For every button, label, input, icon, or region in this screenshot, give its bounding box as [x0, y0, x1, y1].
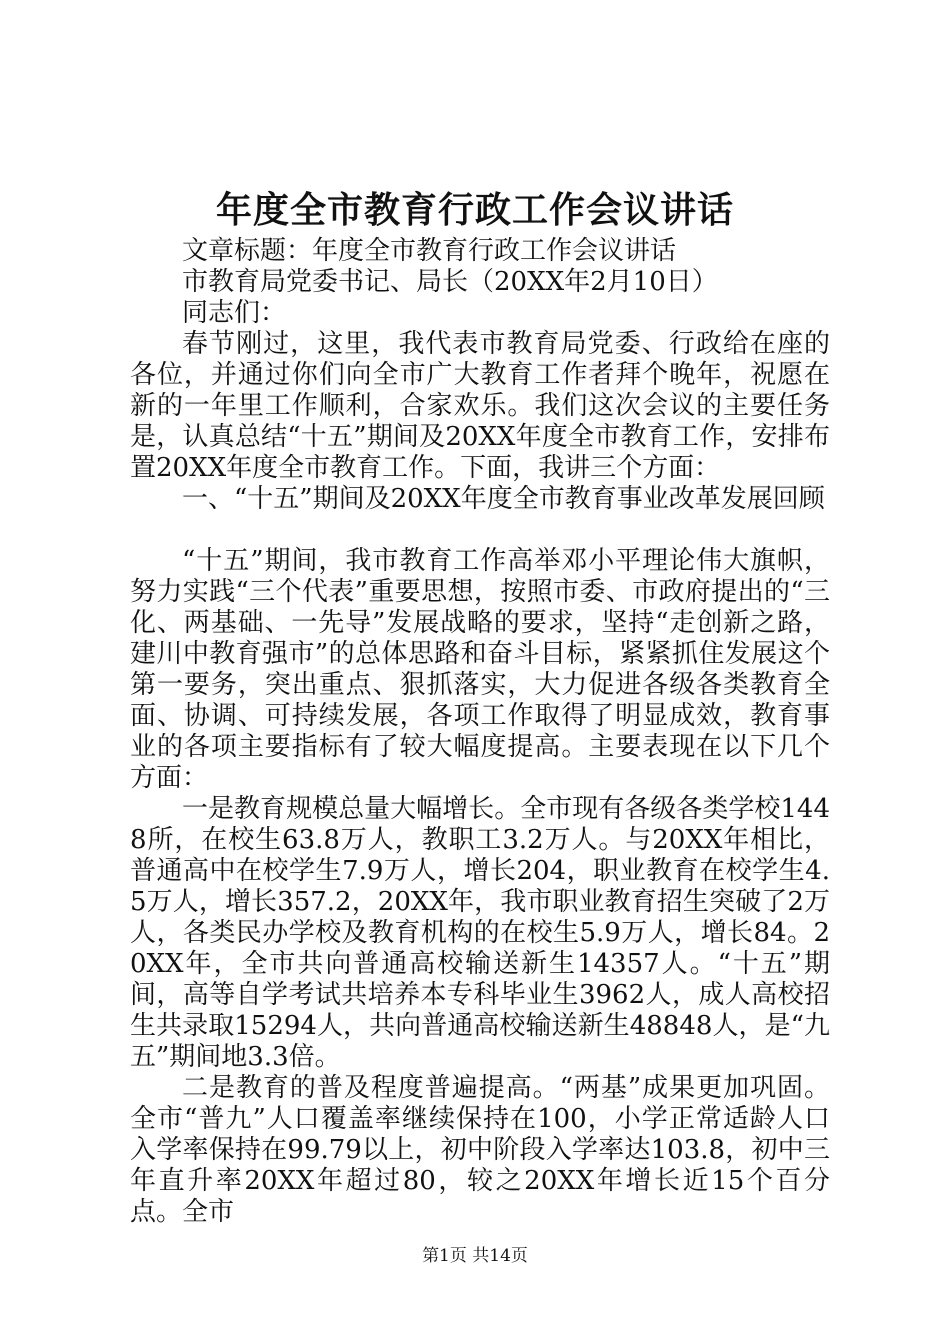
salutation: 同志们： — [182, 298, 287, 328]
document-body — [130, 236, 830, 1228]
article-title-line: 文章标题：年度全市教育行政工作会议讲话 — [182, 236, 677, 266]
paragraph-popularization: 二是教育的普及程度普遍提高。“两基”成果更加巩固。全市“普九”人口覆盖率继续保持在100，小学正常适龄人口入学率保持在99.79以上，初中阶段入学率达103.8，初中三年直升率20XX年超过80，较之20XX年增长近15个百分点。全市 — [130, 1073, 830, 1227]
paragraph-intro: 春节刚过，这里，我代表市教育局党委、行政给在座的各位，并通过你们向全市广大教育工作者拜个晚年，祝愿在新的一年里工作顺利，合家欢乐。我们这次会议的主要任务是，认真总结“十五”期间及20XX年度全市教育工作，安排布置20XX年度全市教育工作。下面，我讲三个方面： — [130, 329, 830, 483]
paragraph-scale: 一是教育规模总量大幅增长。全市现有各级各类学校1448所，在校生63.8万人，教职工3.2万人。与20XX年相比，普通高中在校学生7.9万人，增长204，职业教育在校学生4.5万人，增长357.2，20XX年，我市职业教育招生突破了2万人，各类民办学校及教育机构的在校生5.9万人，增长84。20XX年，全市共向普通高校输送新生14357人。“十五”期间，高等自学考试共培养本专科毕业生3962人，成人高校招生共录取15294人，共向普通高校输送新生48848人，是“九五”期间地3.3倍。 — [130, 794, 830, 1072]
document-title: 年度全市教育行政工作会议讲话 — [215, 189, 734, 231]
speaker-line: 市教育局党委书记、局长（20XX年2月10日） — [182, 267, 718, 297]
paragraph-overview: “十五”期间，我市教育工作高举邓小平理论伟大旗帜，努力实践“三个代表”重要思想，按照市委、市政府提出的“三化、两基础、一先导”发展战略的要求，坚持“走创新之路，建川中教育强市”的总体思路和奋斗目标，紧紧抓住发展这个第一要务，突出重点、狠抓落实，大力促进各级各类教育全面、协调、可持续发展，各项工作取得了明显成效，教育事业的各项主要指标有了较大幅度提高。主要表现在以下几个方面： — [130, 546, 830, 793]
page-number: 第1页 共14页 — [422, 1246, 528, 1266]
section-heading: 一、“十五”期间及20XX年度全市教育事业改革发展回顾 — [182, 484, 825, 514]
